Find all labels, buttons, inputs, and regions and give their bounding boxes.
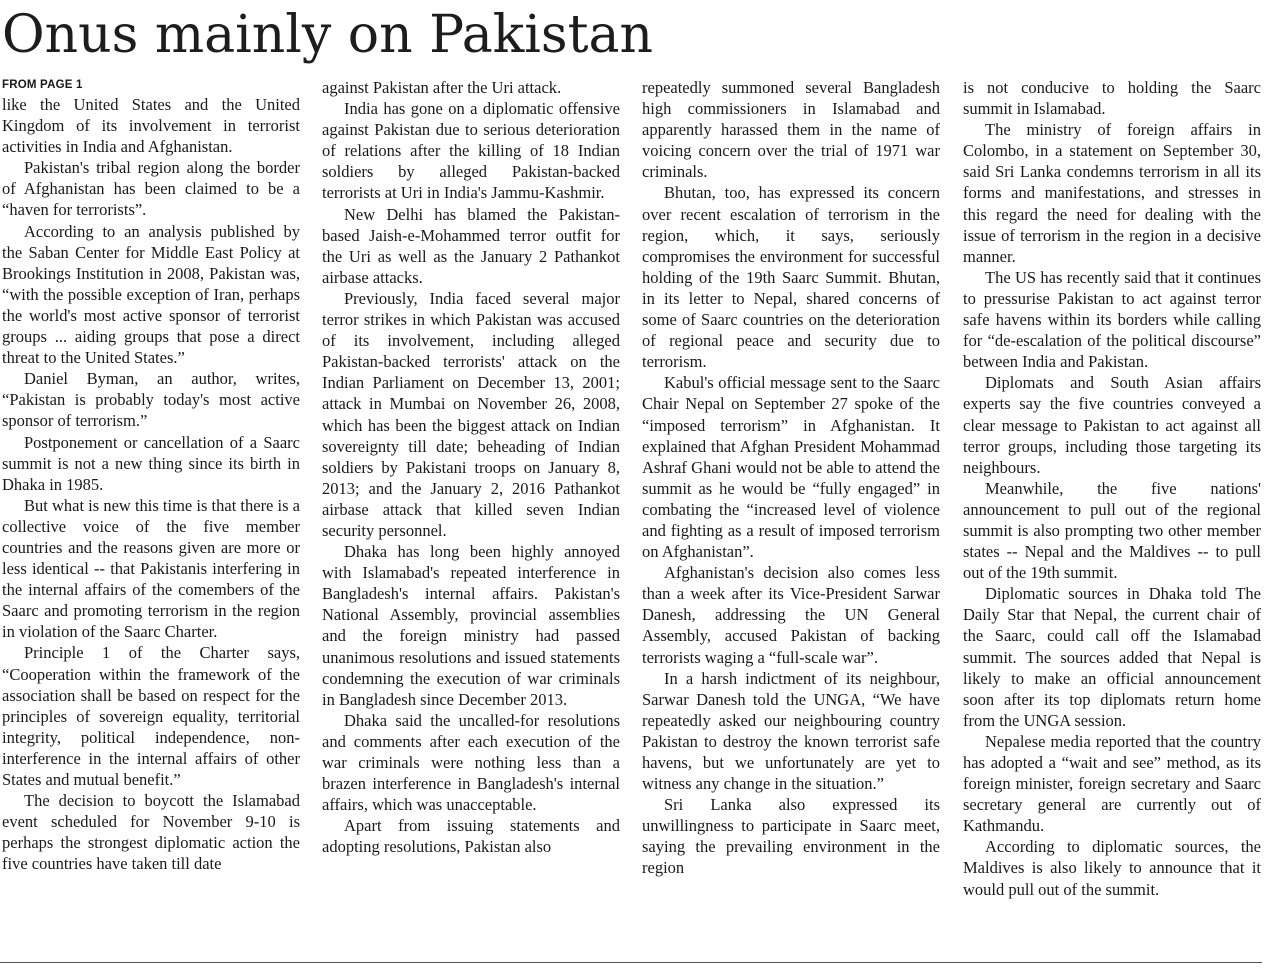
paragraph: Sri Lanka also expressed its unwillingness to participate in Saarc meet, saying the prevailing environment in the region [642,795,940,878]
paragraph: Postponement or cancellation of a Saarc summit is not a new thing since its birth in Dhaka in 1985. [2,432,300,494]
headline: Onus mainly on Pakistan [2,5,653,65]
paragraph: But what is new this time is that there is a collective voice of the five member countries and the reasons given are more or less identical -- that Pakistanis interfering in the internal affairs of the comembers of the Saarc and promoting terrorism in the region in violation of the Saarc Charter. [2,495,300,642]
paragraph: Principle 1 of the Charter says, “Cooperation within the framework of the association shall be based on respect for the principles of sovereign equality, territorial integrity, political independence, non-interference in the internal affairs of other States and mutual benefit.” [2,643,300,789]
column-4 [963,77,1261,953]
paragraph: against Pakistan after the Uri attack. [322,78,562,97]
paragraph: Previously, India faced several major terror strikes in which Pakistan was accused of its involvement, including alleged Pakistan-backed terrorists' attack on the Indian Parliament on December 13, 2001; attack in Mumbai on November 26, 2008, which has been the biggest attack on Indian sovereignty till date; beheading of Indian soldiers by Pakistani troops on January 8, 2013; and the January 2, 2016 Pathankot airbase attack that killed seven Indian security personnel. [322,288,620,540]
paragraph: is not conducive to holding the Saarc summit in Islamabad. [963,78,1261,119]
paragraph: Diplomats and South Asian affairs experts say the five countries conveyed a clear message to Pakistan to act against all terror groups, including those targeting its neighbours. [963,373,1261,477]
paragraph: Diplomatic sources in Dhaka told The Daily Star that Nepal, the current chair of the Saarc, could call off the Islamabad summit. The sources added that Nepal is likely to make an official announcement soon after its top diplomats return home from the UNGA session. [963,584,1261,730]
paragraph: Kabul's official message sent to the Saarc Chair Nepal on September 27 spoke of the “imposed terrorism” in Afghanistan. It explained that Afghan President Mohammad Ashraf Ghani would not be able to attend the summit as he would be “fully engaged” in combating the “increased level of violence and fighting as a result of imposed terrorism on Afghanistan”. [642,373,940,562]
paragraph: repeatedly summoned several Bangladesh high commissioners in Islamabad and apparently harassed them in the name of voicing concern over the trial of 1971 war criminals. [642,78,940,182]
paragraph: Daniel Byman, an author, writes, “Pakistan is probably today's most active sponsor of terrorism.” [2,369,300,431]
continuation-kicker: FROM PAGE 1 [2,79,83,91]
paragraph: The ministry of foreign affairs in Colombo, in a statement on September 30, said Sri Lanka condemns terrorism in all its forms and manifestations, and stresses in this regard the need for dealing with the issue of terrorism in the region in a decisive manner. [963,120,1261,266]
paragraph: Afghanistan's decision also comes less than a week after its Vice-President Sarwar Danesh, addressing the UN General Assembly, accused Pakistan of backing terrorists waging a “full-scale war”. [642,563,940,667]
column-2 [322,77,620,953]
paragraph: The US has recently said that it continues to pressurise Pakistan to act against terror safe havens within its borders while calling for “de-escalation of the political discourse” between India and Pakistan. [963,267,1261,372]
paragraph: According to an analysis published by the Saban Center for Middle East Policy at Brookings Institution in 2008, Pakistan was, “with the possible exception of Iran, perhaps the world's most active sponsor of terrorist groups ... aiding groups that pose a direct threat to the United States.” [2,221,300,368]
paragraph: Pakistan's tribal region along the border of Afghanistan has been claimed to be a “haven for terrorists”. [2,158,300,220]
bottom-rule [0,962,1262,963]
paragraph: The decision to boycott the Islamabad event scheduled for November 9-10 is perhaps the strongest diplomatic action the five countries have taken till date [2,791,300,874]
paragraph: like the United States and the United Kingdom of its involvement in terrorist activities in India and Afghanistan. [2,95,300,157]
article-body [2,77,1262,953]
paragraph: Meanwhile, the five nations' announcement to pull out of the regional summit is also prompting two other member states -- Nepal and the Maldives -- to pull out of the 19th summit. [963,478,1261,583]
paragraph: New Delhi has blamed the Pakistan-based Jaish-e-Mohammed terror outfit for the Uri as well as the January 2 Pathankot airbase attacks. [322,204,620,287]
paragraph: Bhutan, too, has expressed its concern over recent escalation of terrorism in the region, which, it says, seriously compromises the environment for successful holding of the 19th Saarc Summit. Bhutan, in its letter to Nepal, shared concerns of some of Saarc countries on the deterioration of regional peace and security due to terrorism. [642,183,940,372]
column-3 [642,77,940,953]
paragraph: Dhaka said the uncalled-for resolutions and comments after each execution of the war criminals were nothing less than a brazen interference in Bangladesh's internal affairs, which was unacceptable. [322,710,620,815]
paragraph: Dhaka has long been highly annoyed with Islamabad's repeated interference in Bangladesh's internal affairs. Pakistan's National Assembly, provincial assemblies and the foreign ministry had passed unanimous resolutions and issued statements condemning the execution of war criminals in Bangladesh since December 2013. [322,542,620,709]
paragraph: In a harsh indictment of its neighbour, Sarwar Danesh told the UNGA, “We have repeatedly asked our neighbouring country Pakistan to destroy the known terrorist safe havens, but we unfortunately are yet to witness any change in the situation.” [642,668,940,794]
paragraph: According to diplomatic sources, the Maldives is also likely to announce that it would pull out of the summit. [963,837,1261,899]
paragraph: Apart from issuing statements and adopting resolutions, Pakistan also [322,816,620,857]
paragraph: India has gone on a diplomatic offensive against Pakistan due to serious deterioration of relations after the killing of 18 Indian soldiers by alleged Pakistan-backed terrorists at Uri in India's Jammu-Kashmir. [322,99,620,203]
column-1 [2,77,300,953]
paragraph: Nepalese media reported that the country has adopted a “wait and see” method, as its foreign minister, foreign secretary and Saarc secretary general are currently out of Kathmandu. [963,731,1261,836]
